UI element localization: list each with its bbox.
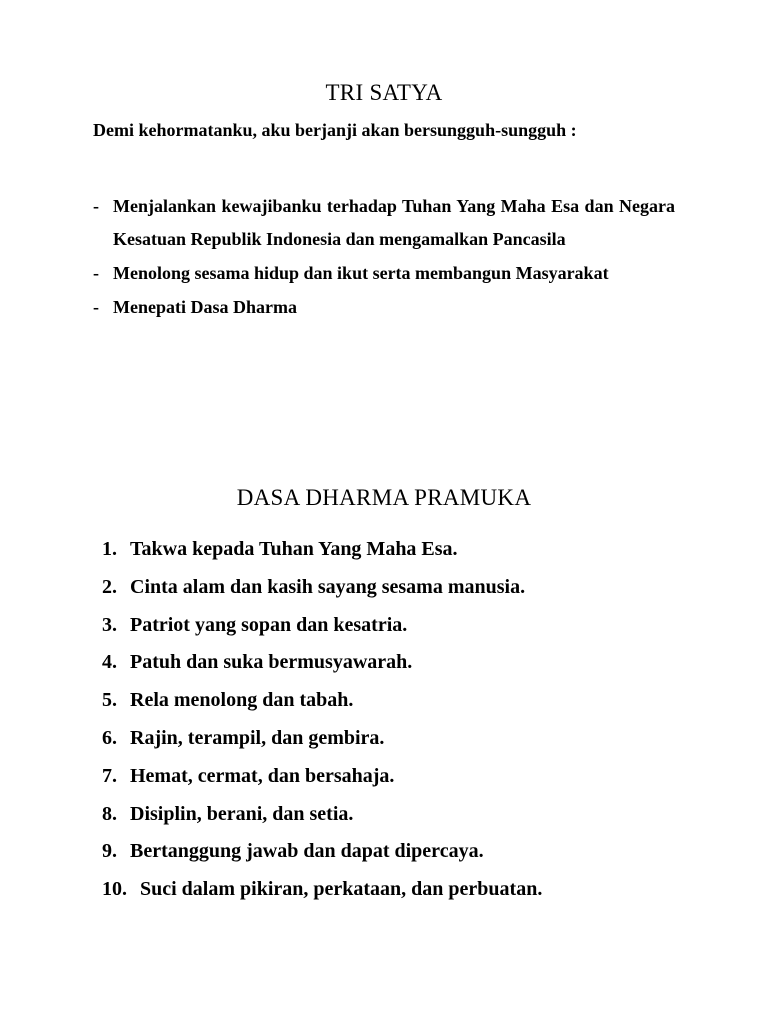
item-number: 10. bbox=[102, 878, 127, 901]
list-item bbox=[102, 569, 722, 607]
list-item bbox=[102, 871, 722, 909]
list-item-text: Bertanggung jawab dan dapat dipercaya. bbox=[130, 840, 484, 863]
item-number: 7. bbox=[102, 764, 117, 787]
list-item bbox=[102, 644, 722, 682]
list-item-text: Menepati Dasa Dharma bbox=[113, 297, 297, 317]
list-item-text: Rajin, terampil, dan gembira. bbox=[130, 726, 385, 749]
item-number: 6. bbox=[102, 726, 117, 749]
bullet-dash: - bbox=[93, 263, 99, 283]
item-number: 1. bbox=[102, 538, 117, 560]
list-item bbox=[93, 291, 675, 324]
bullet-dash: - bbox=[93, 297, 99, 317]
item-number: 3. bbox=[102, 613, 117, 636]
list-item bbox=[102, 607, 722, 645]
item-number: 4. bbox=[102, 651, 117, 674]
list-item bbox=[102, 796, 722, 834]
list-item-text: Hemat, cermat, dan bersahaja. bbox=[130, 764, 395, 787]
list-item-text: Suci dalam pikiran, perkataan, dan perbuatan. bbox=[140, 878, 543, 901]
item-number: 2. bbox=[102, 575, 117, 598]
dasa-dharma-list bbox=[102, 531, 722, 909]
list-item bbox=[102, 720, 722, 758]
item-number: 8. bbox=[102, 802, 117, 825]
item-number: 9. bbox=[102, 840, 117, 863]
list-item bbox=[93, 257, 675, 290]
dasa-dharma-title: DASA DHARMA PRAMUKA bbox=[236, 485, 532, 510]
list-item bbox=[102, 758, 722, 796]
tri-satya-title: TRI SATYA bbox=[325, 80, 443, 105]
list-item-text: Patuh dan suka bermusyawarah. bbox=[130, 651, 413, 674]
list-item-text: Menolong sesama hidup dan ikut serta membangun Masyarakat bbox=[113, 263, 609, 283]
item-number: 5. bbox=[102, 689, 117, 712]
list-item bbox=[93, 190, 675, 256]
list-item-text: Disiplin, berani, dan setia. bbox=[130, 802, 354, 825]
tri-satya-intro: Demi kehormatanku, aku berjanji akan bersungguh-sungguh : bbox=[93, 120, 577, 140]
list-item bbox=[102, 833, 722, 871]
list-item bbox=[102, 682, 722, 720]
list-item-text: Patriot yang sopan dan kesatria. bbox=[130, 613, 408, 636]
list-item-text: Cinta alam dan kasih sayang sesama manusia. bbox=[130, 575, 526, 598]
list-item-text: Takwa kepada Tuhan Yang Maha Esa. bbox=[130, 538, 458, 560]
tri-satya-list bbox=[93, 190, 675, 325]
list-item-text: Rela menolong dan tabah. bbox=[130, 689, 354, 712]
list-item-text: Menjalankan kewajibanku terhadap Tuhan Yang Maha Esa dan Negara Kesatuan Republik Indonesia dan mengamalkan Pancasila bbox=[113, 196, 675, 249]
bullet-dash: - bbox=[93, 196, 99, 216]
list-item bbox=[102, 531, 722, 569]
